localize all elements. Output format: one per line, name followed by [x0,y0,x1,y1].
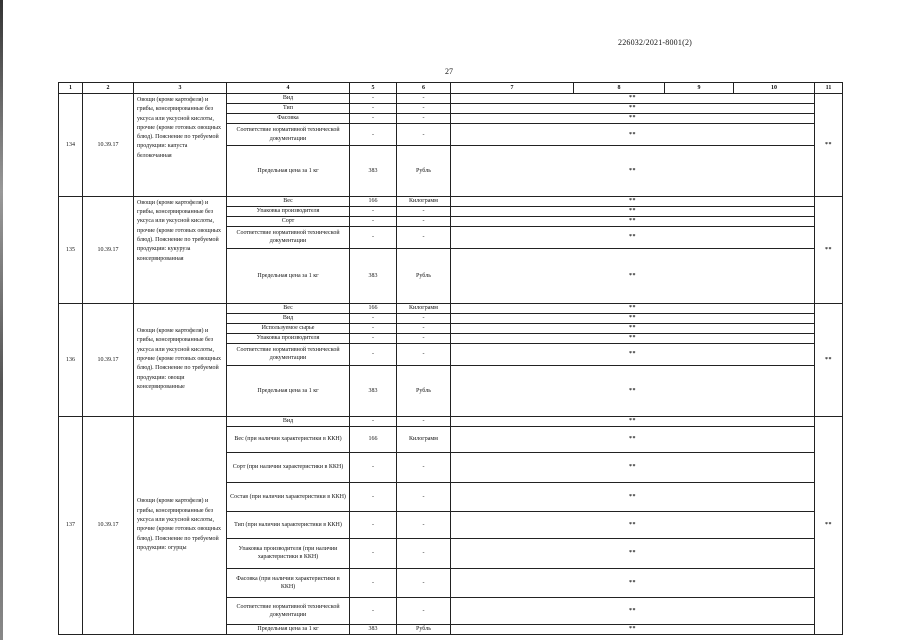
header-cell: 8 [574,83,665,94]
header-cell: 4 [227,83,350,94]
characteristic-name: Вид [227,94,350,104]
header-cell: 7 [451,83,574,94]
unit-cell: - [397,216,451,226]
characteristic-value: - [350,453,397,483]
requirement-cell: ** [451,624,815,634]
characteristic-name: Соответствие нормативной технической документации [227,343,350,365]
unit-cell: Рубль [397,365,451,416]
characteristic-value: 166 [350,426,397,452]
characteristic-name: Упаковка производителя (при наличии характеристики в ККН) [227,538,350,568]
characteristic-name: Состав (при наличии характеристики в ККН) [227,482,350,512]
characteristic-value: - [350,416,397,426]
okpd-code: 10.39.17 [83,303,134,416]
characteristic-value: - [350,512,397,538]
characteristic-value: 383 [350,146,397,197]
requirement-cell: ** [451,303,815,313]
unit-cell: - [397,124,451,146]
unit-cell: - [397,94,451,104]
requirement-cell: ** [451,216,815,226]
requirement-cell: ** [451,568,815,598]
requirement-cell: ** [451,333,815,343]
characteristic-name: Вид [227,416,350,426]
requirement-cell: ** [451,146,815,197]
product-name: Овощи (кроме картофеля) и грибы, консервированные без уксуса или уксусной кислоты, прочие (кроме готовых овощных блюд). Пояснение по требуемой продукции: огурцы [134,416,227,634]
column-11-cell: ** [815,416,843,634]
characteristic-value: - [350,323,397,333]
characteristic-value: - [350,568,397,598]
characteristic-value: - [350,94,397,104]
row-number: 134 [59,94,83,197]
requirement-cell: ** [451,538,815,568]
unit-cell: - [397,226,451,248]
table-header-row [59,83,843,94]
characteristic-name: Предельная цена за 1 кг [227,146,350,197]
page-number: 27 [445,67,453,76]
characteristic-value: - [350,598,397,624]
characteristic-name: Соответствие нормативной технической документации [227,226,350,248]
requirement-cell: ** [451,426,815,452]
unit-cell: Рубль [397,248,451,303]
requirement-cell: ** [451,94,815,104]
characteristic-value: - [350,206,397,216]
requirement-cell: ** [451,248,815,303]
column-11-cell: ** [815,303,843,416]
characteristic-value: - [350,114,397,124]
header-cell: 3 [134,83,227,94]
requirement-cell: ** [451,196,815,206]
requirement-cell: ** [451,365,815,416]
characteristic-value: - [350,482,397,512]
unit-cell: Килограмм [397,303,451,313]
characteristic-name: Вид [227,313,350,323]
row-number: 136 [59,303,83,416]
header-cell: 10 [734,83,815,94]
header-cell: 6 [397,83,451,94]
product-name: Овощи (кроме картофеля) и грибы, консервированные без уксуса или уксусной кислоты, прочие (кроме готовых овощных блюд). Пояснение по требуемой продукции: овощи консервированные [134,303,227,416]
characteristic-name: Соответствие нормативной технической документации [227,598,350,624]
requirement-cell: ** [451,512,815,538]
requirement-cell: ** [451,104,815,114]
header-cell: 2 [83,83,134,94]
column-11-cell: ** [815,196,843,303]
characteristic-name: Предельная цена за 1 кг [227,248,350,303]
unit-cell: - [397,453,451,483]
unit-cell: Рубль [397,146,451,197]
row-number: 135 [59,196,83,303]
characteristic-name: Используемое сырье [227,323,350,333]
requirement-cell: ** [451,453,815,483]
characteristic-value: - [350,104,397,114]
characteristic-value: - [350,313,397,323]
unit-cell: - [397,343,451,365]
characteristic-name: Соответствие нормативной технической документации [227,124,350,146]
requirement-cell: ** [451,416,815,426]
product-name: Овощи (кроме картофеля) и грибы, консервированные без уксуса или уксусной кислоты, прочие (кроме готовых овощных блюд). Пояснение по требуемой продукции: капуста белокочанная [134,94,227,197]
unit-cell: - [397,538,451,568]
unit-cell: Килограмм [397,426,451,452]
unit-cell: - [397,104,451,114]
characteristic-name: Предельная цена за 1 кг [227,365,350,416]
unit-cell: - [397,512,451,538]
okpd-code: 10.39.17 [83,196,134,303]
characteristic-name: Фасовка [227,114,350,124]
characteristic-value: - [350,538,397,568]
characteristic-name: Упаковка производителя [227,206,350,216]
characteristic-value: 383 [350,365,397,416]
table-row [59,196,843,206]
product-name: Овощи (кроме картофеля) и грибы, консервированные без уксуса или уксусной кислоты, прочие (кроме готовых овощных блюд). Пояснение по требуемой продукции: кукуруза консервированная [134,196,227,303]
requirement-cell: ** [451,598,815,624]
characteristic-name: Тип [227,104,350,114]
unit-cell: - [397,323,451,333]
requirement-cell: ** [451,482,815,512]
characteristic-name: Сорт (при наличии характеристики в ККН) [227,453,350,483]
characteristic-name: Вес (при наличии характеристики в ККН) [227,426,350,452]
okpd-code: 10.39.17 [83,94,134,197]
row-number: 137 [59,416,83,634]
requirement-cell: ** [451,343,815,365]
table-row [59,416,843,426]
header-cell: 5 [350,83,397,94]
column-11-cell: ** [815,94,843,197]
requirement-cell: ** [451,114,815,124]
document-number: 226032/2021-8001(2) [618,38,693,47]
characteristic-name: Предельная цена за 1 кг [227,624,350,634]
characteristic-value: 166 [350,303,397,313]
unit-cell: - [397,333,451,343]
header-cell: 9 [665,83,734,94]
header-cell: 11 [815,83,843,94]
characteristic-name: Вес [227,303,350,313]
characteristic-value: - [350,343,397,365]
unit-cell: Рубль [397,624,451,634]
characteristic-value: - [350,226,397,248]
unit-cell: - [397,482,451,512]
requirement-cell: ** [451,313,815,323]
table-row [59,303,843,313]
requirement-cell: ** [451,124,815,146]
unit-cell: - [397,598,451,624]
unit-cell: Килограмм [397,196,451,206]
characteristic-name: Фасовка (при наличии характеристики в ККН) [227,568,350,598]
characteristic-value: - [350,333,397,343]
characteristic-name: Упаковка производителя [227,333,350,343]
header-cell: 1 [59,83,83,94]
requirement-cell: ** [451,226,815,248]
characteristic-name: Вес [227,196,350,206]
table-row [59,94,843,104]
requirement-cell: ** [451,206,815,216]
characteristic-value: 166 [350,196,397,206]
characteristic-value: 383 [350,624,397,634]
characteristic-name: Тип (при наличии характеристики в ККН) [227,512,350,538]
characteristic-value: - [350,216,397,226]
okpd-code: 10.39.17 [83,416,134,634]
unit-cell: - [397,568,451,598]
unit-cell: - [397,114,451,124]
characteristic-value: 383 [350,248,397,303]
requirement-cell: ** [451,323,815,333]
scan-edge [0,0,3,640]
product-requirements-table [58,82,843,635]
unit-cell: - [397,416,451,426]
unit-cell: - [397,206,451,216]
unit-cell: - [397,313,451,323]
characteristic-value: - [350,124,397,146]
characteristic-name: Сорт [227,216,350,226]
